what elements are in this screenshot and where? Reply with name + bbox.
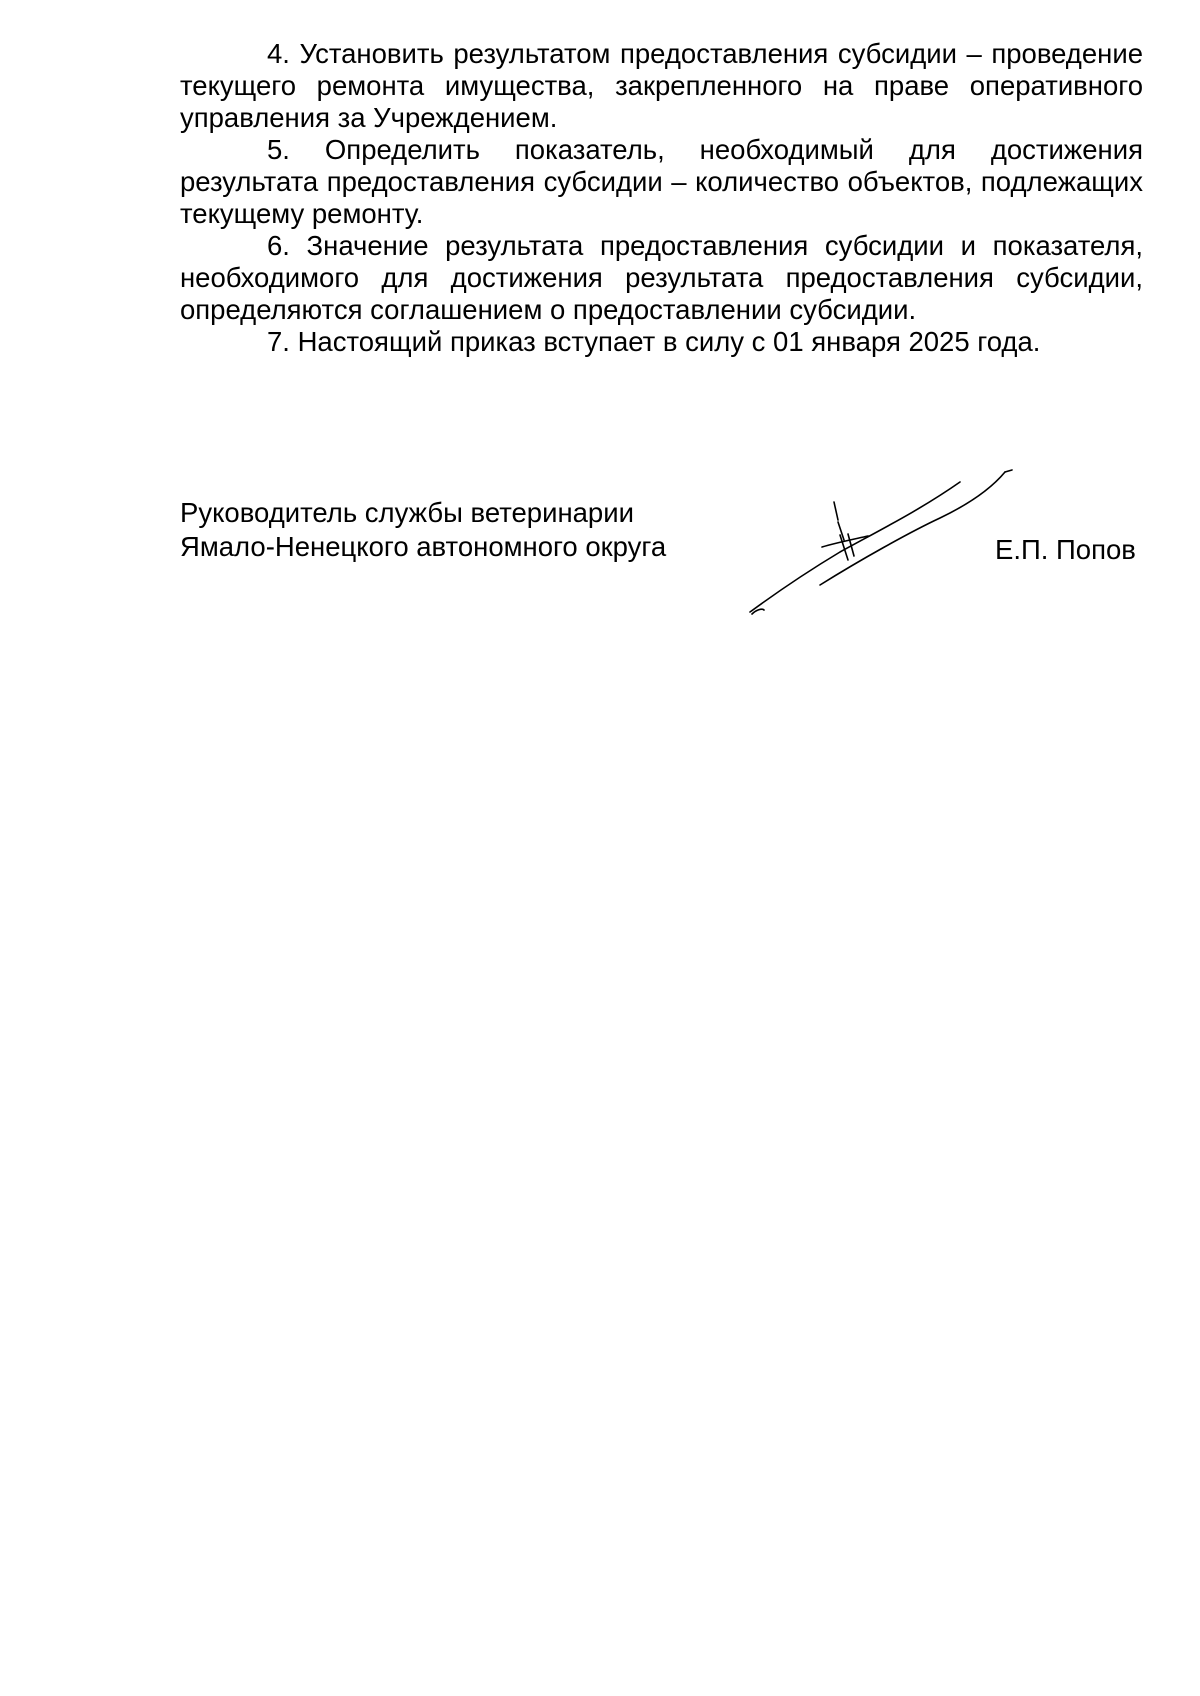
paragraph-4: 4. Установить результатом предоставления субсидии – проведение текущего ремонта имущества, закрепленного на праве оперативного управления за Учреждением.: [180, 38, 1143, 133]
paragraph-7: 7. Настоящий приказ вступает в силу с 01 января 2025 года.: [267, 326, 1041, 357]
handwritten-signature: [740, 460, 1020, 630]
paragraph-5: 5. Определить показатель, необходимый для достижения результата предоставления субсидии – количество объектов, подлежащих текущему ремонту.: [180, 134, 1143, 229]
signatory-title-line-1: Руководитель службы ветеринарии: [180, 497, 634, 528]
signatory-title-line-2: Ямало-Ненецкого автономного округа: [180, 531, 667, 562]
signatory-name: Е.П. Попов: [995, 534, 1136, 565]
paragraph-6: 6. Значение результата предоставления субсидии и показателя, необходимого для достижения результата предоставления субсидии, определяются соглашением о предоставлении субсидии.: [180, 230, 1143, 325]
document-body: [180, 38, 1143, 358]
signatory-title: [180, 496, 666, 564]
